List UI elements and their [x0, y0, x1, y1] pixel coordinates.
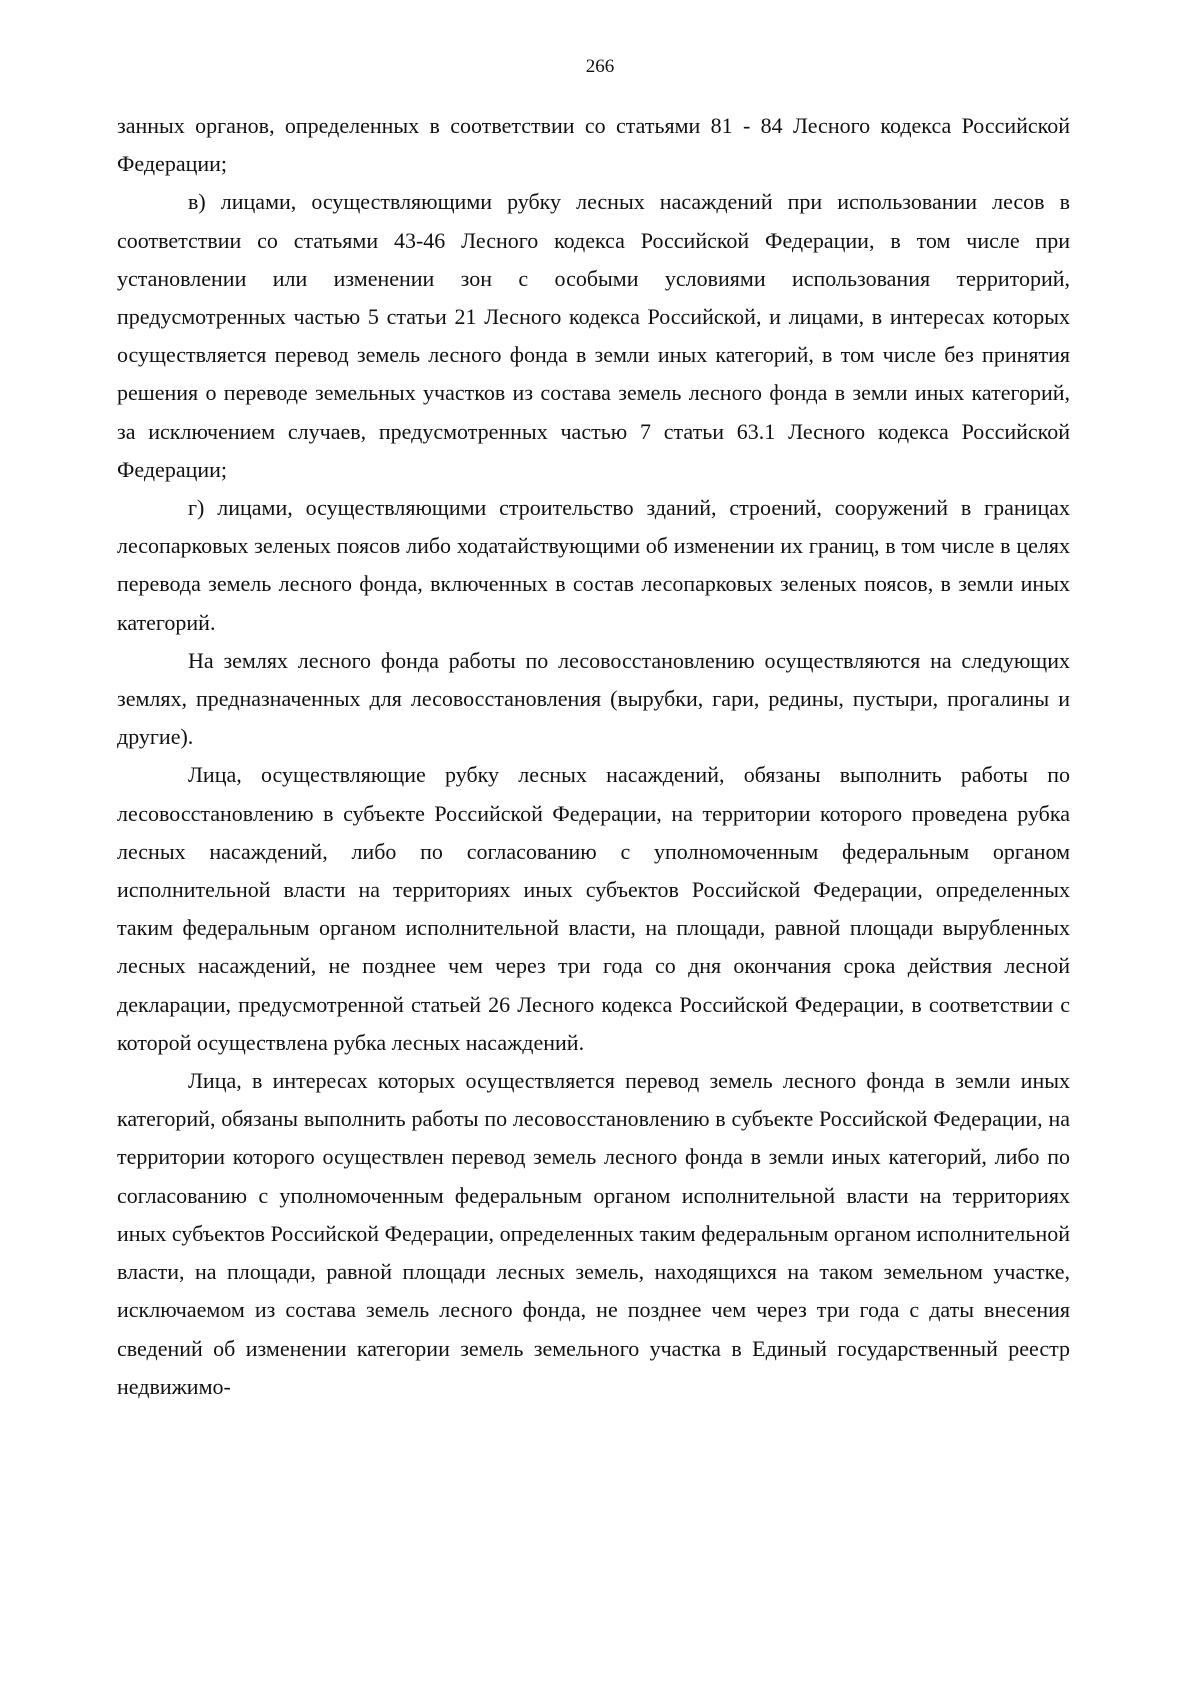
paragraph-lands: На землях лесного фонда работы по лесовосстановлению осуществляются на следующих землях, предназначенных для лесовосстановления (вырубки, гари, редины, пустыри, прогалины и другие).	[117, 647, 1070, 750]
page-number: 266	[585, 56, 615, 77]
document-body	[117, 107, 1070, 1406]
paragraph-continuation: занных органов, определенных в соответствии со статьями 81 - 84 Лесного кодекса Российской Федерации;	[117, 113, 1070, 177]
paragraph-item-v: в) лицами, осуществляющими рубку лесных насаждений при использовании лесов в соответствии со статьями 43-46 Лесного кодекса Российской Федерации, в том числе при установлении или изменении зон с особыми условиями использования территорий, предусмотренных частью 5 статьи 21 Лесного кодекса Российской, и лицами, в интересах которых осуществляется перевод земель лесного фонда в земли иных категорий, в том числе без принятия решения о переводе земельных участков из состава земель лесного фонда в земли иных категорий, за исключением случаев, предусмотренных частью 7 статьи 63.1 Лесного кодекса Российской Федерации;	[117, 189, 1070, 482]
paragraph-transfer-persons: Лица, в интересах которых осуществляется перевод земель лесного фонда в земли иных категорий, обязаны выполнить работы по лесовосстановлению в субъекте Российской Федерации, на территории которого осуществлен перевод земель лесного фонда в земли иных категорий, либо по согласованию с уполномоченным федеральным органом исполнительной власти на территориях иных субъектов Российской Федерации, определенных таким федеральным органом исполнительной власти, на площади, равной площади лесных земель, находящихся на таком земельном участке, исключаемом из состава земель лесного фонда, не позднее чем через три года с даты внесения сведений об изменении категории земель земельного участка в Единый государственный реестр недвижимо-	[117, 1068, 1070, 1399]
paragraph-item-g: г) лицами, осуществляющими строительство зданий, строений, сооружений в границах лесопарковых зеленых поясов либо ходатайствующими об изменении их границ, в том числе в целях перевода земель лесного фонда, включенных в состав лесопарковых зеленых поясов, в земли иных категорий.	[117, 495, 1070, 635]
paragraph-felling-persons: Лица, осуществляющие рубку лесных насаждений, обязаны выполнить работы по лесовосстановлению в субъекте Российской Федерации, на территории которого проведена рубка лесных насаждений, либо по согласованию с уполномоченным федеральным органом исполнительной власти на территориях иных субъектов Российской Федерации, определенных таким федеральным органом исполнительной власти, на площади, равной площади вырубленных лесных насаждений, не позднее чем через три года со дня окончания срока действия лесной декларации, предусмотренной статьей 26 Лесного кодекса Российской Федерации, в соответствии с которой осуществлена рубка лесных насаждений.	[117, 762, 1070, 1055]
